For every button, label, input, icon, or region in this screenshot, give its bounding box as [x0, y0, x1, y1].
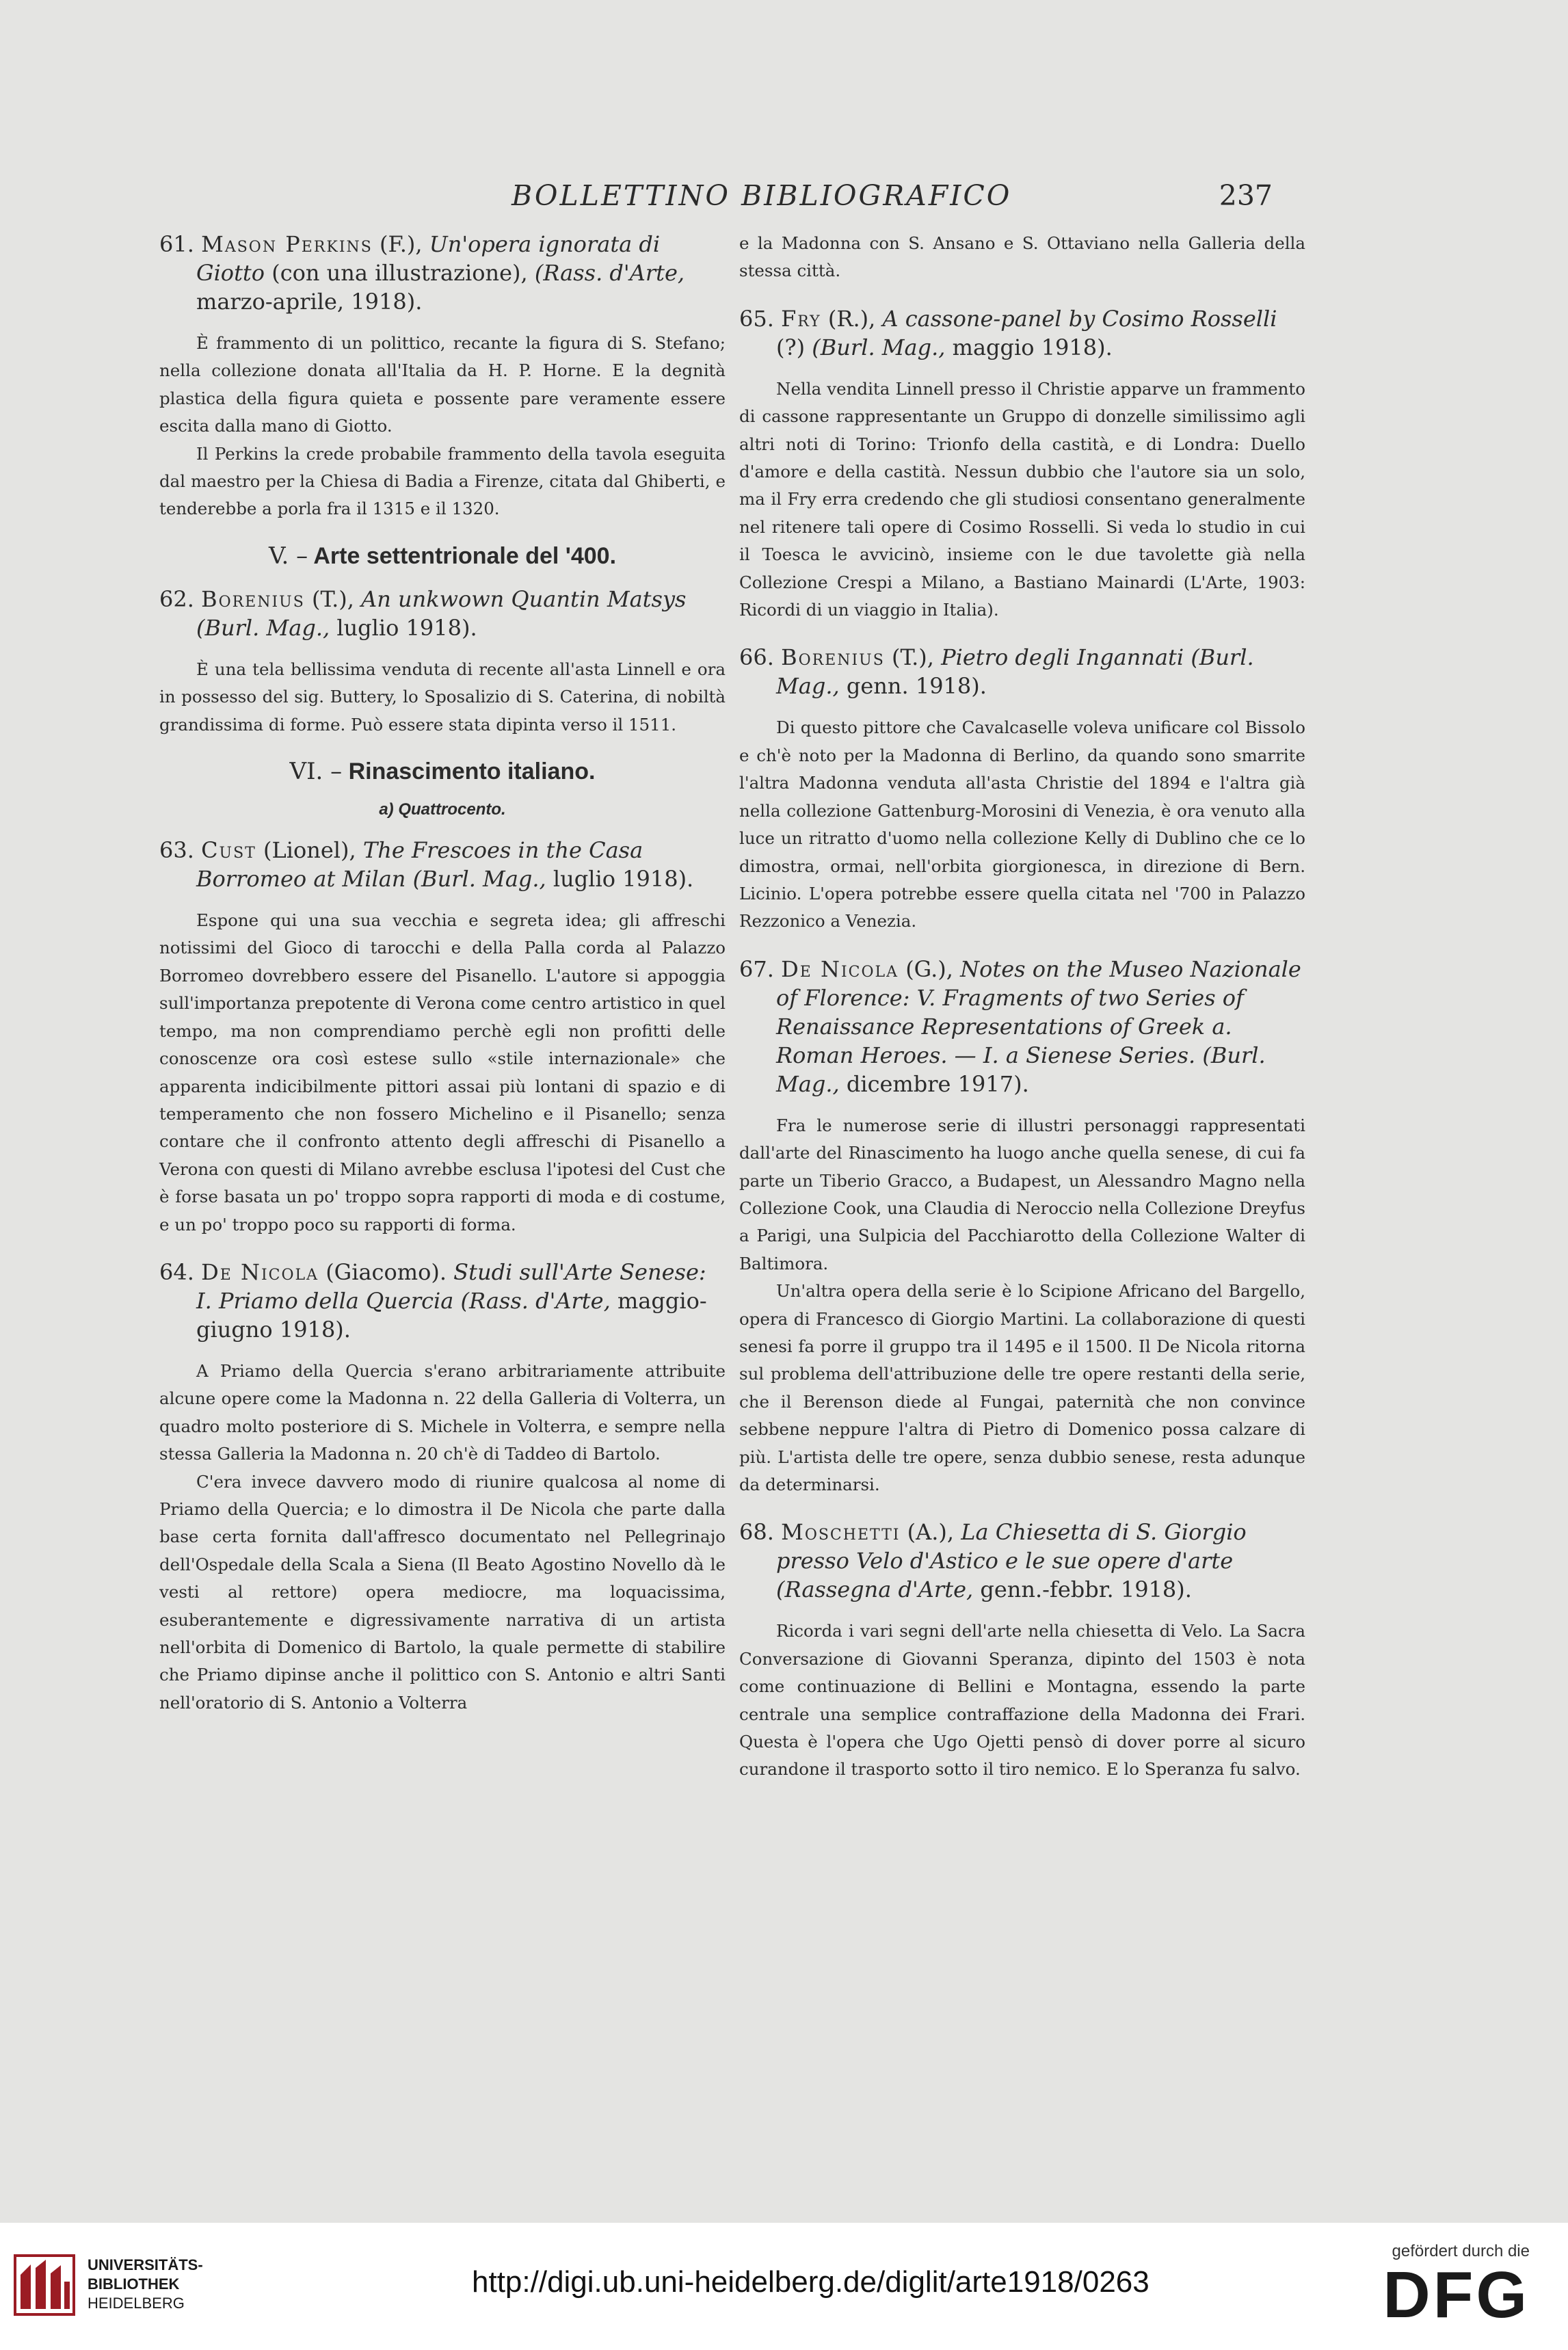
entry-61 [159, 230, 726, 523]
library-name: UNIVERSITÄTS- BIBLIOTHEK HEIDELBERG [88, 2256, 203, 2312]
entry-paragraph: È frammento di un polittico, recante la figura di S. Stefano; nella collezione donata all'Italia da H. P. Horne. E la degnità plastica della figura quieta e possente pare veramente essere escita dalla mano di Giotto. [159, 333, 726, 436]
entry-heading: 63. Cust (Lionel), The Frescoes in the Casa Borromeo at Milan (Burl. Mag., luglio 1918). [159, 837, 694, 893]
continued-paragraph: e la Madonna con S. Ansano e S. Ottaviano nella Galleria della stessa città. [739, 233, 1305, 281]
entry-heading: 64. De Nicola (Giacomo). Studi sull'Arte Senese: I. Priamo della Quercia (Rass. d'Arte, maggio-giugno 1918). [159, 1258, 707, 1343]
entry-heading: 62. Borenius (T.), An unkwown Quantin Matsys (Burl. Mag., luglio 1918). [159, 585, 687, 641]
library-logo[interactable] [14, 2250, 219, 2325]
entry-paragraph: C'era invece davvero modo di riunire qualcosa al nome di Priamo della Quercia; e lo dimostra il De Nicola che parte dalla base certa fornita dall'affresco documentato nel Pellegrinajo dell'Ospedale della Scala a Siena (Il Beato Agostino Novello dà le vesti al rettore) opera mediocre, ma loquacissima, esuberantemente e digressivamente narrativa di un artista nell'orbita di Domenico di Bartolo, la quale permette di stabilire che Priamo dipinse anche il polittico con S. Antonio e altri Santi nell'oratorio di S. Antonio a Volterra [159, 1471, 726, 1713]
dfg-funding [1366, 2242, 1530, 2332]
entry-67 [739, 955, 1305, 1499]
permalink-url[interactable]: http://digi.ub.uni-heidelberg.de/diglit/arte1918/0263 [472, 2265, 1150, 2299]
entry-heading: 67. De Nicola (G.), Notes on the Museo Nazionale of Florence: V. Fragments of two Series of Renaissance Representations of Greek a. Roman Heroes. — I. a Sienese Series. (Burl. Mag., dicembre 1917). [739, 955, 1301, 1097]
entry-heading: 65. Fry (R.), A cassone-panel by Cosimo Rosselli (?) (Burl. Mag., maggio 1918). [739, 305, 1277, 360]
entry-heading: 61. Mason Perkins (F.), Un'opera ignorata di Giotto (con una illustrazione), (Rass. d'Arte, marzo-aprile, 1918). [159, 231, 685, 315]
funding-note: gefördert durch die [1392, 2242, 1530, 2260]
entry-64 [159, 1258, 726, 1717]
entry-paragraph: Nella vendita Linnell presso il Christie apparve un frammento di cassone rappresentante un Gruppo di donzelle similissimo agli altri noti di Torino: Trionfo della castità, e di Londra: Duello d'amore e della castità. Nessun dubbio che l'autore sia un solo, ma il Fry erra credendo che gli studiosi consentano generalmente nel ritenere tali opere di Cosimo Rosselli. Si veda lo studio in cui il Toesca le avvicinò, insieme con le due tavolette già nella Collezione Crespi a Milano, a Bastiano Mainardi (L'Arte, 1903: Ricordi di un viaggio in Italia). [739, 378, 1305, 620]
entry-paragraph: Di questo pittore che Cavalcaselle voleva unificare col Bissolo e ch'è noto per la Madonna di Berlino, da quando sono smarrite l'altra Madonna venduta all'asta Christie del 1894 e l'altra già nella collezione Gattenburg-Morosini di Venezia, è ora venuto alla luce un ritratto d'uomo nella collezione Kelly di Dublino che ce lo dimostra, ormai, nell'orbita giorgionesca, in direzione di Bern. Licinio. L'opera potrebbe essere quella citata nel '700 in Palazzo Rezzonico a Venezia. [739, 717, 1305, 932]
entry-paragraph: Fra le numerose serie di illustri personaggi rappresentati dall'arte del Rinascimento ha luogo anche quella senese, di cui fa parte un Tiberio Gracco, a Budapest, un Alessandro Magno nella Collezione Cook, una Claudia di Neroccio nella Collezione Dreyfus a Parigi, una Sulpicia del Pacchiarotto della Collezione Walter di Baltimora. [739, 1115, 1305, 1273]
section-heading: V. – Arte settentrionale del '400. [268, 542, 617, 570]
dfg-logo[interactable]: DFG [1383, 2258, 1530, 2332]
page-number: 237 [1219, 179, 1273, 212]
entry-paragraph: Espone qui una sua vecchia e segreta idea; gli affreschi notissimi del Gioco di tarocchi e della Palla corda al Palazzo Borromeo dovrebbero essere del Pisanello. L'autore si appoggia sull'importanza prepotente di Verona come centro artistico in quel tempo, ma non comprendiamo perchè egli non profitti delle conoscenze ora così estese sullo «stile internazionale» che apparenta indicibilmente pittori assai più lontani di spazio e di temperamento che non fossero Michelino e il Pisanello; senza contare che il confronto attento degli affreschi di Pisanello a Verona con questi di Milano avrebbe esclusa l'ipotesi del Cust che è forse basata un po' troppo sopra rapporti di moda e di costume, e un po' troppo poco su rapporti di forma. [159, 910, 726, 1235]
viewer-footer [0, 2223, 1568, 2350]
entry-63 [159, 836, 726, 1239]
running-title: BOLLETTINO BIBLIOGRAFICO [511, 179, 1012, 212]
subsection-heading: a) Quattrocento. [379, 800, 506, 819]
entry-paragraph: È una tela bellissima venduta di recente all'asta Linnell e ora in possesso del sig. Buttery, lo Sposalizio di S. Caterina, di nobiltà grandissima di forme. Può essere stata dipinta verso il 1511. [159, 659, 726, 735]
entry-66 [739, 643, 1305, 935]
entry-paragraph: A Priamo della Quercia s'erano arbitrariamente attribuite alcune opere come la Madonna n. 22 della Galleria di Volterra, un quadro molto posteriore di S. Michele in Volterra, e sempre nella stessa Galleria la Madonna n. 20 ch'è di Taddeo di Bartolo. [159, 1360, 726, 1464]
section-heading: VI. – Rinascimento italiano. [289, 758, 596, 786]
university-seal-icon [14, 2254, 75, 2316]
entry-paragraph: Ricorda i vari segni dell'arte nella chiesetta di Velo. La Sacra Conversazione di Giovanni Speranza, dipinto del 1503 è nota come continuazione di Bellini e Montagna, essendo la parte centrale una semplice contraffazione della Madonna dei Frari. Questa è l'opera che Ugo Ojetti pensò di dover porre al sicuro curandone il trasporto sotto il tiro nemico. E lo Speranza fu salvo. [739, 1621, 1305, 1780]
left-column [159, 230, 726, 1736]
entry-65 [739, 304, 1305, 624]
entry-heading: 68. Moschetti (A.), La Chiesetta di S. Giorgio presso Velo d'Astico e le sue opere d'arte (Rassegna d'Arte, genn.-febbr. 1918). [739, 1519, 1247, 1603]
entry-paragraph: Il Perkins la crede probabile frammento della tavola eseguita dal maestro per la Chiesa di Badia a Firenze, citata dal Ghiberti, e tenderebbe a porla fra il 1315 e il 1320. [159, 443, 726, 519]
entry-paragraph: Un'altra opera della serie è lo Scipione Africano del Bargello, opera di Francesco di Giorgio Martini. La collaborazione di questi senesi fa porre il gruppo tra il 1495 e il 1500. Il De Nicola ritorna sul problema dell'attribuzione delle tre opere restanti della serie, che il Berenson diede al Fungai, paternità che non convince sebbene neppure l'altra di Pietro di Domenico possa calzare di più. L'artista delle tre opere, senza dubbio senese, resta adunque da determinarsi. [739, 1281, 1305, 1494]
right-column [739, 230, 1305, 1803]
entry-68 [739, 1518, 1305, 1783]
entry-62 [159, 585, 726, 739]
entry-heading: 66. Borenius (T.), Pietro degli Ingannati (Burl. Mag., genn. 1918). [739, 644, 1254, 700]
